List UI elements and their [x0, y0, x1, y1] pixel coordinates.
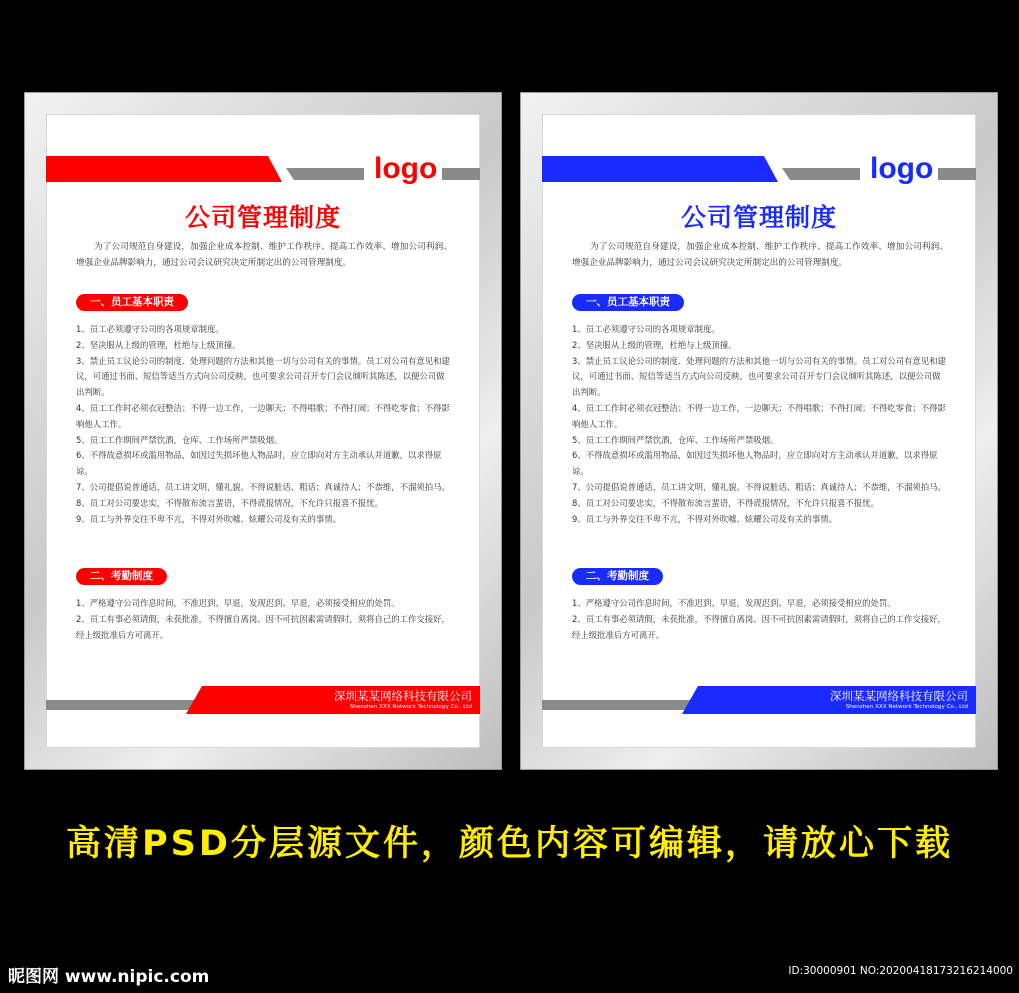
header-gray-bar-right — [938, 168, 976, 180]
section-heading-duties: 一、员工基本职责 — [76, 294, 188, 311]
list-item: 6、不得故意损坏或滥用物品，如因过失损坏他人物品时，应立即向对方主动承认并道歉，以求得原谅。 — [76, 450, 442, 477]
list-item: 3、禁止员工议论公司的制度、处理问题的方法和其他一切与公司有关的事情。员工对公司有意见和建议，可通过书面、短信等适当方式向公司反映，也可要求公司召开专门会议倾听其陈述，以便公司做出判断。 — [572, 355, 946, 398]
logo-text: logo — [870, 152, 934, 185]
poster-frame-blue — [520, 92, 998, 770]
company-name-en: Shenzhen XXX Network Technology Co., Ltd — [845, 704, 968, 710]
company-name-cn: 深圳某某网络科技有限公司 — [334, 689, 472, 703]
company-name-cn: 深圳某某网络科技有限公司 — [830, 689, 968, 703]
list-item: 7、公司提倡说普通话，员工讲文明，懂礼貌。不得说脏话、粗话；真诚待人；不恭维，不溜须拍马。 — [76, 481, 450, 492]
list-item: 9、员工与外界交往不卑不亢，不得对外吹嘘、炫耀公司及有关的事情。 — [572, 513, 837, 524]
list-item: 2、坚决服从上级的管理，杜绝与上级顶撞。 — [76, 339, 241, 350]
duties-list — [572, 322, 948, 527]
poster-sheet — [542, 114, 976, 748]
footer-gray-bar — [542, 700, 702, 710]
header-gray-bar-right — [442, 168, 480, 180]
list-item: 8、员工对公司要忠实，不得散布流言蜚语，不得谎报情况，不允许只报喜不报忧。 — [572, 497, 879, 508]
list-item: 9、员工与外界交往不卑不亢，不得对外吹嘘、炫耀公司及有关的事情。 — [76, 513, 341, 524]
promo-banner-text: 高清PSD分层源文件，颜色内容可编辑，请放心下载 — [66, 824, 953, 864]
poster-sheet — [46, 114, 480, 748]
intro-paragraph: 为了公司规范自身建设，加强企业成本控制、维护工作秩序、提高工作效率、增加公司利润、增强企业品牌影响力，通过公司会议研究决定所制定出的公司管理制度。 — [76, 242, 452, 268]
list-item: 1、严格遵守公司作息时间，不准迟到、早退，发现迟到、早退，必须接受相应的处罚。 — [572, 598, 896, 608]
list-item: 2、坚决服从上级的管理，杜绝与上级顶撞。 — [572, 339, 737, 350]
list-item: 8、员工对公司要忠实，不得散布流言蜚语，不得谎报情况，不允许只报喜不报忧。 — [76, 497, 383, 508]
section-heading-attendance: 二、考勤制度 — [572, 568, 663, 585]
intro-paragraph: 为了公司规范自身建设，加强企业成本控制、维护工作秩序、提高工作效率、增加公司利润、增强企业品牌影响力，通过公司会议研究决定所制定出的公司管理制度。 — [572, 242, 948, 268]
poster-title: 公司管理制度 — [184, 203, 341, 232]
header-accent-bar — [542, 156, 778, 182]
list-item: 3、禁止员工议论公司的制度、处理问题的方法和其他一切与公司有关的事情。员工对公司有意见和建议，可通过书面、短信等适当方式向公司反映，也可要求公司召开专门会议倾听其陈述，以便公司做出判断。 — [76, 355, 450, 398]
footer-gray-bar — [46, 700, 206, 710]
list-item: 2、员工有事必须请假，未获批准，不得擅自离岗。因不可抗因素需请假时，须将自己的工作交接好，经上级批准后方可离开。 — [76, 613, 450, 640]
list-item: 1、员工必须遵守公司的各项规章制度。 — [76, 324, 224, 334]
poster-frame-red — [24, 92, 502, 770]
site-watermark: 昵图网 www.nipic.com — [8, 967, 210, 987]
list-item: 1、员工必须遵守公司的各项规章制度。 — [572, 324, 720, 334]
header-gray-bar — [782, 168, 860, 180]
image-id-watermark: ID:30000901 NO:20200418173216214000 — [788, 965, 1013, 977]
poster-title: 公司管理制度 — [680, 203, 837, 232]
list-item: 5、员工工作期间严禁饮酒，仓库、工作场所严禁吸烟。 — [76, 434, 283, 445]
attendance-list — [76, 596, 452, 643]
duties-list — [76, 322, 452, 527]
list-item: 6、不得故意损坏或滥用物品，如因过失损坏他人物品时，应立即向对方主动承认并道歉，以求得原谅。 — [572, 450, 938, 477]
attendance-list — [572, 596, 948, 643]
list-item: 1、严格遵守公司作息时间，不准迟到、早退，发现迟到、早退，必须接受相应的处罚。 — [76, 598, 400, 608]
section-heading-duties: 一、员工基本职责 — [572, 294, 684, 311]
list-item: 4、员工工作时必须衣冠整洁；不得一边工作，一边聊天；不得唱歌；不得打闹；不得吃零食；不得影响他人工作。 — [76, 402, 450, 429]
list-item: 4、员工工作时必须衣冠整洁；不得一边工作，一边聊天；不得唱歌；不得打闹；不得吃零食；不得影响他人工作。 — [572, 402, 946, 429]
header-gray-bar — [286, 168, 364, 180]
header-accent-bar — [46, 156, 282, 182]
list-item: 2、员工有事必须请假，未获批准，不得擅自离岗。因不可抗因素需请假时，须将自己的工作交接好，经上级批准后方可离开。 — [572, 613, 946, 640]
logo-text: logo — [374, 152, 438, 185]
list-item: 5、员工工作期间严禁饮酒，仓库、工作场所严禁吸烟。 — [572, 434, 779, 445]
list-item: 7、公司提倡说普通话，员工讲文明，懂礼貌。不得说脏话、粗话；真诚待人；不恭维，不溜须拍马。 — [572, 481, 946, 492]
section-heading-attendance: 二、考勤制度 — [76, 568, 167, 585]
company-name-en: Shenzhen XXX Network Technology Co., Ltd — [349, 704, 472, 710]
